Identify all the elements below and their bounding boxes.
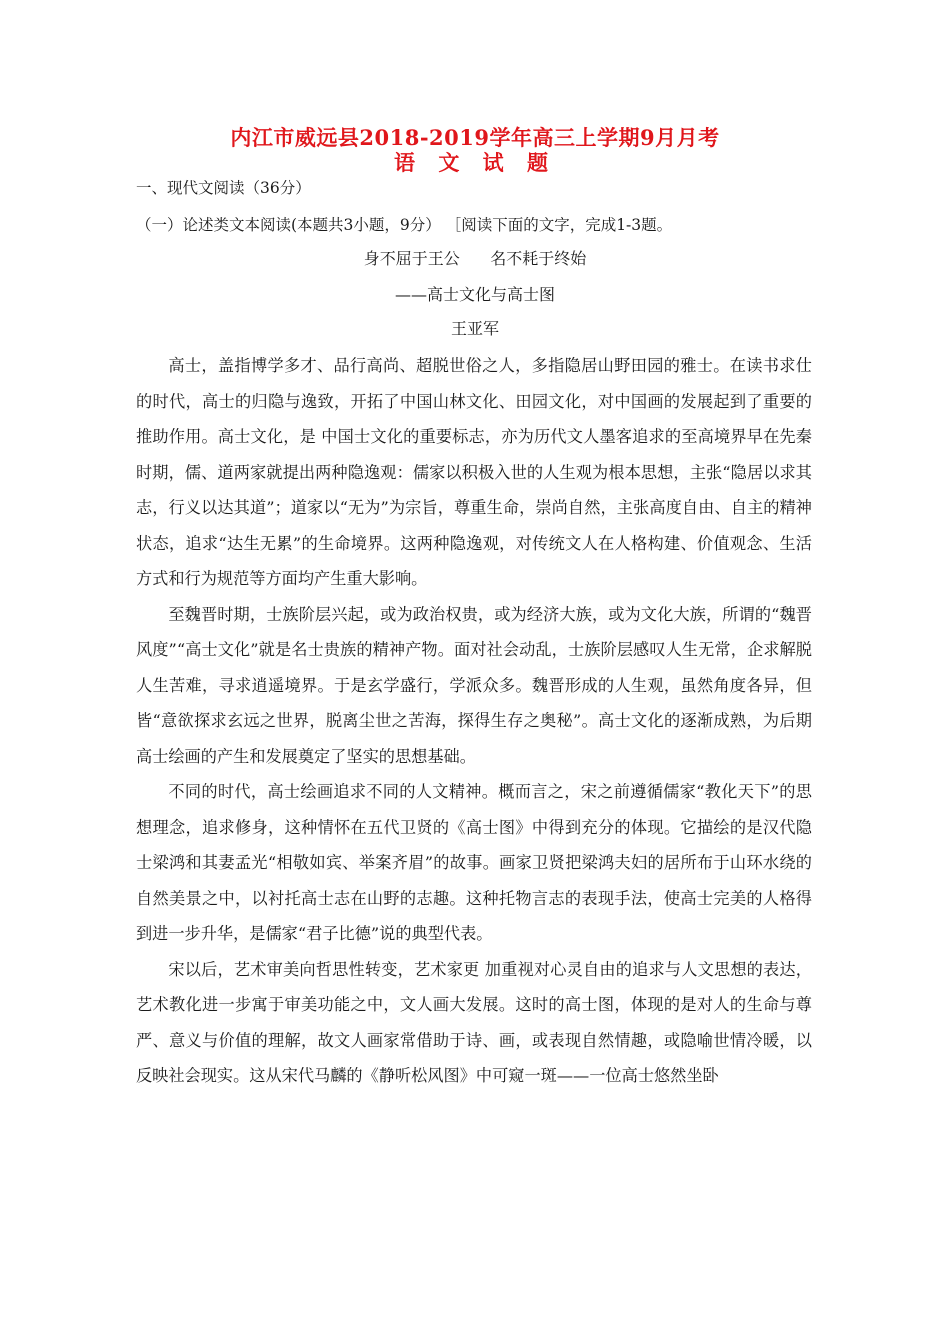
article-author: 王亚军: [450, 319, 499, 338]
article-body: [136, 348, 812, 1094]
exam-subject-title: 语 文 试 题: [394, 150, 556, 175]
article-paragraph: 至魏晋时期，士族阶层兴起，或为政治权贵，或为经济大族，或为文化大族，所谓的“魏晋风度”“高士文化”就是名士贵族的精神产物。面对社会动乱，士族阶层感叹人生无常，企求解脱人生苦难，寻求逍遥境界。于是玄学盛行，学派众多。魏晋形成的人生观，虽然角度各异，但皆“意欲探求玄远之世界，脱离尘世之苦海，探得生存之奥秘”。高士文化的逐渐成熟，为后期高士绘画的产生和发展奠定了坚实的思想基础。: [136, 604, 812, 766]
article-paragraph: 高士，盖指博学多才、品行高尚、超脱世俗之人，多指隐居山野田园的雅士。在读书求仕的时代，高士的归隐与逸致，开拓了中国山林文化、田园文化，对中国画的发展起到了重要的推助作用。高士文化，是 中国士文化的重要标志，亦为历代文人墨客追求的至高境界早在先秦时期，儒、道两家就提出两种隐逸观：儒家以积极入世的人生观为根本思想，主张“隐居以求其志，行义以达其道”；道家以“无为”为宗旨，尊重生命，崇尚自然，主张高度自由、自主的精神状态，追求“达生无累”的生命境界。这两种隐逸观，对传统文人在人格构建、价值观念、生活方式和行为规范等方面均产生重大影响。: [136, 356, 812, 588]
exam-title: 内江市威远县2018-2019学年高三上学期9月月考: [230, 125, 720, 150]
article-paragraph: 宋以后，艺术审美向哲思性转变，艺术家更 加重视对心灵自由的追求与人文思想的表达，艺术教化进一步寓于审美功能之中，文人画大发展。这时的高士图，体现的是对人的生命与尊严、意义与价值的理解，故文人画家常借助于诗、画，或表现自然情趣，或隐喻世情冷暖，以反映社会现实。这从宋代马麟的《静听松风图》中可窥一斑——一位高士悠然坐卧: [136, 959, 812, 1085]
article-subtitle: ——高士文化与高士图: [394, 285, 555, 304]
article-paragraph: 不同的时代，高士绘画追求不同的人文精神。概而言之，宋之前遵循儒家“教化天下”的思想理念，追求修身，这种情怀在五代卫贤的《高士图》中得到充分的体现。它描绘的是汉代隐士梁鸿和其妻孟光“相敬如宾、举案齐眉”的故事。画家卫贤把梁鸿夫妇的居所布于山环水绕的自然美景之中，以衬托高士志在山野的志趣。这种托物言志的表现手法，使高士完美的人格得到进一步升华，是儒家“君子比德”说的典型代表。: [136, 782, 812, 943]
article-title: 身不屈于王公 名不耗于终始: [363, 249, 587, 268]
section-heading: 一、现代文阅读（36分）: [136, 179, 311, 197]
section-subheading: （一）论述类文本阅读(本题共3小题，9分） ［阅读下面的文字，完成1-3题。: [136, 216, 673, 234]
